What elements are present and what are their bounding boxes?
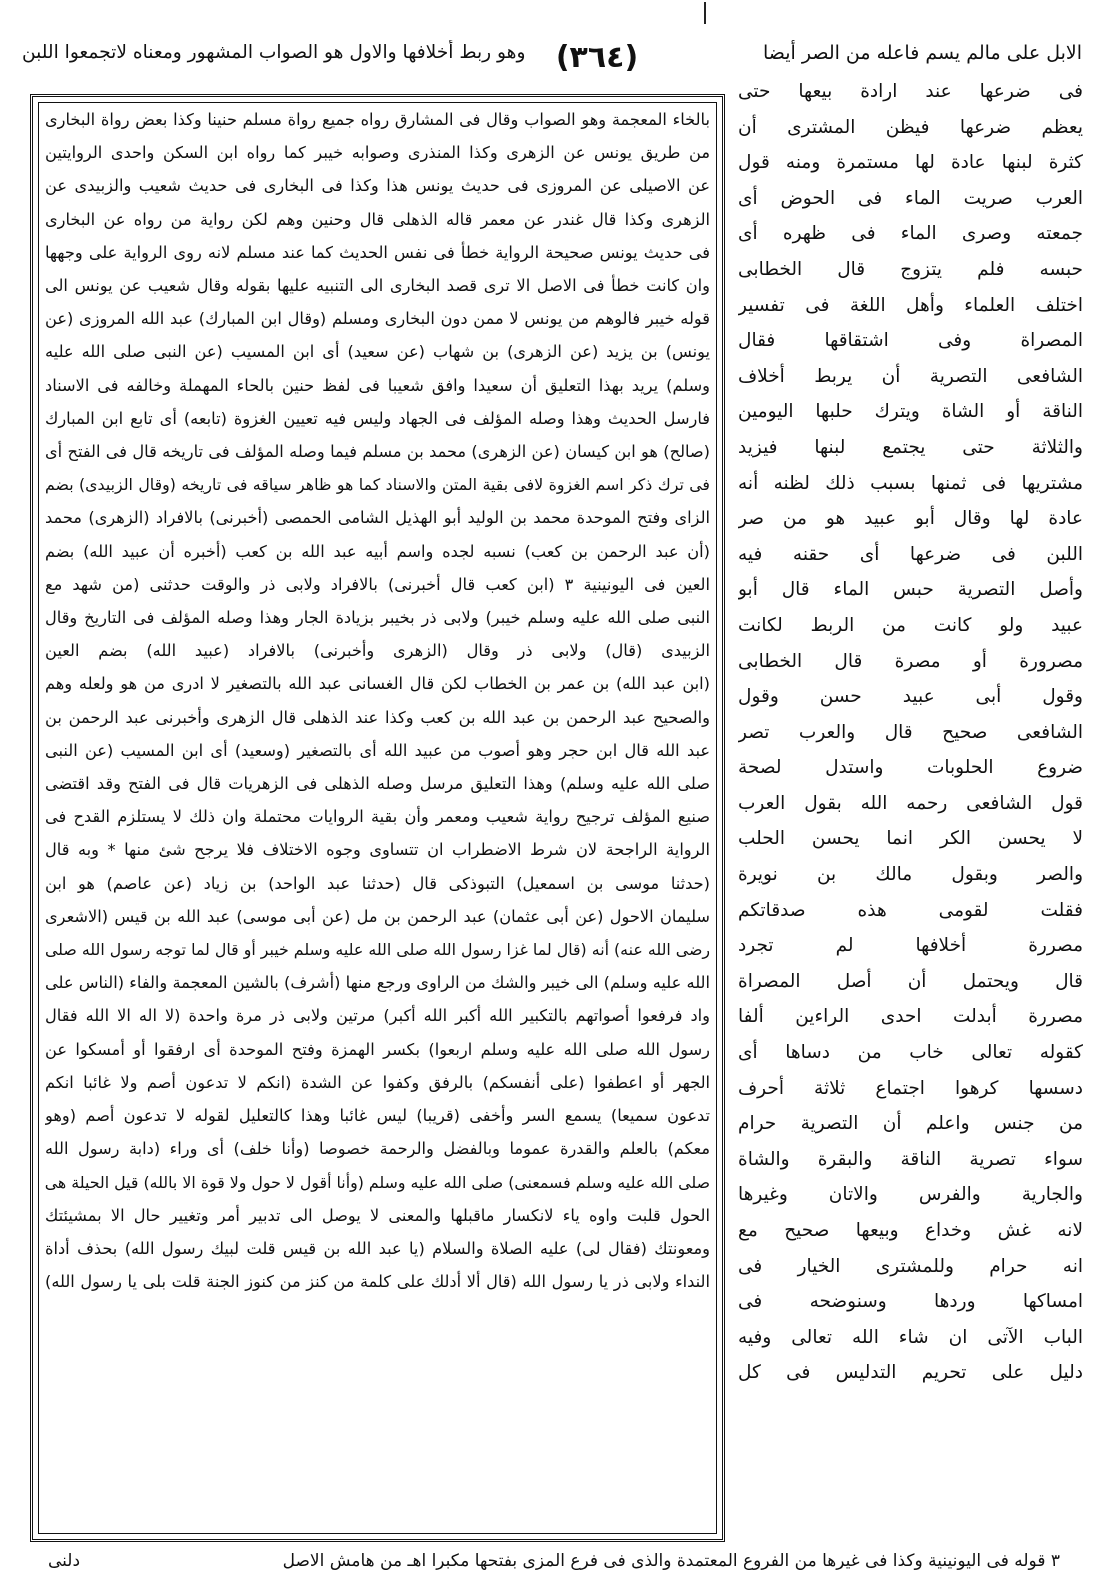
margin-line: امساكها وردها وسنوضحه فى: [738, 1291, 1083, 1313]
margin-line: مصررة أخلافها لم تجرد: [738, 935, 1083, 957]
commentary-line: العين فى اليونينية ٣ (ابن كعب قال أخبرنى) بالافراد ولابى ذر والوقت حدثنى (من شهد مع: [45, 574, 710, 594]
commentary-line: الله عليه وسلم) الى خيبر والشك من الراوى ورجع منها (أشرف) بالشين المعجمة والفاء (الناس على: [45, 973, 710, 993]
margin-mark: [704, 2, 720, 24]
commentary-line: صنيع المؤلف ترجيح رواية شعيب ومعمر وأن بقية الروايات محتملة وان ذلك لا يستلزم القدح فى: [45, 807, 710, 827]
margin-line: اللبن فى ضرعها أى حقنه فيه: [738, 543, 1083, 565]
margin-gloss: [738, 74, 1083, 1574]
page-number: (٣٦٤): [555, 40, 639, 75]
margin-line: مشتريها فى ثمنها بسبب ذلك لظنه أنه: [738, 472, 1083, 494]
margin-line: العرب صريت الماء فى الحوض أى: [738, 187, 1083, 209]
commentary-line: الزهرى وكذا قال غندر عن معمر قاله الذهلى قال وحنين وهم لكن رواية من رواه عن البخارى: [45, 209, 710, 229]
margin-line: جمعته وصرى الماء فى ظهره أى: [738, 223, 1083, 245]
commentary-line: (صالح) هو ابن كيسان (عن الزهرى) محمد بن مسلم فيما وصله المؤلف فى تاريخه قال فى الفتح أى: [45, 442, 710, 462]
commentary-line: بالخاء المعجمة وهو الصواب وقال فى المشارق رواه جميع رواة مسلم حنينا وكذا بعض رواة البخارى: [45, 110, 710, 129]
margin-line: قول الشافعى رحمه الله بقول العرب: [738, 792, 1083, 814]
commentary-line: والصحيح عبد الرحمن بن عبد الله بن كعب وكذا عند الذهلى قال الزهرى وأخبرنى عبد الرحمن بن: [45, 707, 710, 727]
margin-line: دليل على تحريم التدليس فى كل: [738, 1362, 1083, 1384]
header-catchword-right: الابل على مالم يسم فاعله من الصر أيضا: [762, 42, 1082, 64]
margin-line: مصرورة أو مصرة قال الخطابى: [738, 650, 1083, 672]
commentary-line: الرواية الراجحة لان شرط الاضطراب ان تتساوى وجوه الاختلاف فلا يرجح شئ منها * وبه قال: [45, 840, 710, 860]
commentary-line: فارسل الحديث وهذا وصله المؤلف فى الجهاد وليس فيه تعيين الغزوة (تابعه) أى تابع ابن المبارك: [45, 408, 710, 428]
commentary-line: (أن عبد الرحمن بن كعب) نسبه لجده واسم أبيه عبد الله بن كعب (أخبره أن عبيد الله) بضم: [45, 541, 710, 561]
header-catchword-left: وهو ربط أخلافها والاول هو الصواب المشهور ومعناه لاتجمعوا اللبن: [22, 42, 526, 63]
commentary-line: من طريق يونس عن الزهرى وكذا المنذرى وصوابه خيبر كما رواه ابن السكن واحدى الروايتين: [45, 143, 710, 163]
commentary-line: صلى الله عليه وسلم) وهذا التعليق مرسل وصله الذهلى فى الزهريات قال فى الفتح وقد اقتضى: [45, 774, 710, 794]
commentary-line: تدعون سميعا) يسمع السر وأخفى (قريبا) ليس غائبا وهذا كالتعليل لقوله لا تدعون أصم (وهو: [45, 1106, 710, 1126]
commentary-line: (ابن عبد الله) بن عمر بن الخطاب لكن قال الغسانى عبد الله بالتصغير لا ادرى من هو ولعله وهم: [45, 674, 710, 694]
margin-line: الشافعى صحيح قال والعرب تصر: [738, 721, 1083, 743]
commentary-line: النداء ولابى ذر يا رسول الله (قال ألا أدلك على كلمة من كنز من كنوز الجنة قلت بلى يا رسول الله): [45, 1272, 710, 1292]
margin-line: والثلاثة حتى يجتمع لبنها فيزيد: [738, 436, 1083, 458]
commentary-text: [45, 103, 710, 1298]
commentary-line: (حدثنا موسى بن اسمعيل) التبوذكى قال (حدثنا عبد الواحد) بن زياد (عن عاصم) هو ابن: [45, 873, 710, 893]
margin-line: لانه غش وخداع وبيعها صحيح مع: [738, 1220, 1083, 1241]
commentary-line: الحول قلبت واوه ياء لانكسار ماقبلها والمعنى لا يوصل الى تدبير أمر وتغيير حال الا بمشيئتك: [45, 1205, 710, 1225]
margin-line: وقول أبى عبيد حسن وقول: [738, 686, 1083, 708]
commentary-line: يونس) بن يزيد (عن الزهرى) بن شهاب (عن سعيد) أى ابن المسيب (عن النبى صلى الله عليه: [45, 342, 710, 362]
commentary-line: قوله خيبر فالوهم من يونس لا ممن دون البخارى ومسلم (وقال ابن المبارك) عبد الله المروزى (عن: [45, 309, 710, 329]
commentary-line: الزاى وفتح الموحدة محمد بن الوليد أبو الهذيل الشامى الحمصى (أخبرنى) بالافراد (الزهرى) محمد: [45, 508, 710, 528]
commentary-line: النبى صلى الله عليه وسلم خيبر) ولابى ذر بخيبر بزيادة الجار وهذا وصله المؤلف فى التاريخ وقال: [45, 608, 710, 628]
margin-line: والصر وبقول مالك بن نويرة: [738, 864, 1083, 886]
margin-line: فى ضرعها عند ارادة بيعها حتى: [738, 81, 1083, 102]
commentary-line: وان كانت خطأ فى الاصل الا ترى قصد البخارى الى التنبيه عليها بقوله وقال شعيب عن يونس الى: [45, 276, 710, 296]
margin-line: يعظم ضرعها فيظن المشترى أن: [738, 116, 1083, 138]
margin-line: وأصل التصرية حبس الماء قال أبو: [738, 579, 1083, 601]
margin-line: الشافعى التصرية أن يربط أخلاف: [738, 365, 1083, 387]
margin-line: لا يحسن الكر انما يحسن الحلب: [738, 828, 1083, 850]
margin-line: كقوله تعالى خاب من دساها أى: [738, 1042, 1083, 1064]
margin-line: الناقة أو الشاة ويترك حلبها اليومين: [738, 401, 1083, 423]
margin-line: حبسه فلم يتزوج قال الخطابى: [738, 258, 1083, 280]
commentary-line: الجهر أو اعطفوا (على أنفسكم) بالرفق وكفوا عن الشدة (انكم لا تدعون أصم ولا غائبا انكم: [45, 1072, 710, 1092]
margin-line: مصررة أبدلت احدى الراءين ألفا: [738, 1006, 1083, 1028]
commentary-line: وسلم) يريد بهذا التعليق أن سعيدا وافق شعيبا فى لفظ حنين بالحاء المهملة وخالفه فى الاسناد: [45, 375, 710, 395]
commentary-line: صلى الله عليه وسلم فسمعنى) صلى الله عليه وسلم (وأنا أقول لا حول ولا قوة الا بالله) قيل الحيلة هى: [45, 1172, 710, 1192]
commentary-line: عن الاصيلى عن المروزى فى حديث يونس هذا وكذا فى البخارى فى حديث شعيب والزبيدى عن: [45, 176, 710, 196]
commentary-line: واد فرفعوا أصواتهم بالتكبير الله أكبر الله أكبر) مرتين ولابى ذر مرة واحدة (لا اله الا الله فقال: [45, 1006, 710, 1026]
commentary-line: الزبيدى (قال) ولابى ذر وقال (الزهرى وأخبرنى) بالافراد (عبيد الله) بضم العين: [45, 641, 710, 661]
margin-line: كثرة لبنها عادة لها مستمرة ومنه قول: [738, 152, 1083, 174]
commentary-line: فى ترك ذكر اسم الغزوة لافى بقية المتن والاسناد كما هو ظاهر سياقه فى تاريخه (وقال الزبيدى) بضم: [45, 475, 710, 495]
commentary-line: عبد الله قال ابن حجر وهو أصوب من عبيد الله أى بالتصغير (وسعيد) أى ابن المسيب (عن النبى: [45, 740, 710, 760]
margin-line: عادة لها وقال أبو عبيد هو من صر: [738, 508, 1083, 530]
margin-line: عبيد ولو كانت من الربط لكانت: [738, 614, 1083, 636]
margin-line: الباب الآتى ان شاء الله تعالى وفيه: [738, 1326, 1083, 1348]
margin-line: ضروع الحلوبات واستدل لصحة: [738, 757, 1083, 779]
commentary-line: سليمان الاحول (عن أبى عثمان) عبد الرحمن بن مل (عن أبى موسى) عبد الله بن قيس (الاشعرى: [45, 906, 710, 926]
margin-line: سواء تصرية الناقة والبقرة والشاة: [738, 1148, 1083, 1170]
commentary-frame: [30, 94, 725, 1542]
commentary-line: رسول الله صلى الله عليه وسلم اربعوا) بكسر الهمزة وفتح الموحدة أى ارفقوا أو أمسكوا عن: [45, 1039, 710, 1059]
commentary-line: فى حديث يونس صحيحة الرواية خطأ فى نفس الحديث كما عند مسلم لانه روى الرواية على وجهها: [45, 242, 710, 262]
margin-line: من جنس واعلم أن التصرية حرام: [738, 1113, 1083, 1135]
margin-line: اختلف العلماء وأهل اللغة فى تفسير: [738, 294, 1083, 316]
catchword: دلنى: [48, 1551, 81, 1571]
margin-line: قال ويحتمل أن أصل المصراة: [738, 970, 1083, 992]
margin-line: انه حرام وللمشترى الخيار فى: [738, 1255, 1083, 1277]
commentary-line: رضى الله عنه) أنه (قال لما غزا رسول الله صلى الله عليه وسلم خيبر أو قال لما توجه رسول الله صلى: [45, 940, 710, 960]
margin-line: والجارية والفرس والاتان وغيرها: [738, 1184, 1083, 1206]
commentary-line: ومعونتك (فقال لى) عليه الصلاة والسلام (يا عبد الله بن قيس قلت لبيك رسول الله) بحذف أداة: [45, 1238, 710, 1258]
footnote: ٣ قوله فى اليونينية وكذا فى غيرها من الفروع المعتمدة والذى فى فرع المزى بفتحها مكبرا اهـ من هامش الاصل: [282, 1551, 1060, 1571]
margin-line: دسسها كرهوا اجتماع ثلاثة أحرف: [738, 1077, 1083, 1099]
commentary-line: معكم) بالعلم والقدرة عموما وبالفضل والرحمة خصوصا (وأنا خلف) أى وراء (دابة رسول الله: [45, 1139, 710, 1159]
margin-line: المصراة وفى اشتقاقها فقال: [738, 330, 1083, 352]
margin-line: فقلت لقومى هذه صدقاتكم: [738, 899, 1083, 921]
